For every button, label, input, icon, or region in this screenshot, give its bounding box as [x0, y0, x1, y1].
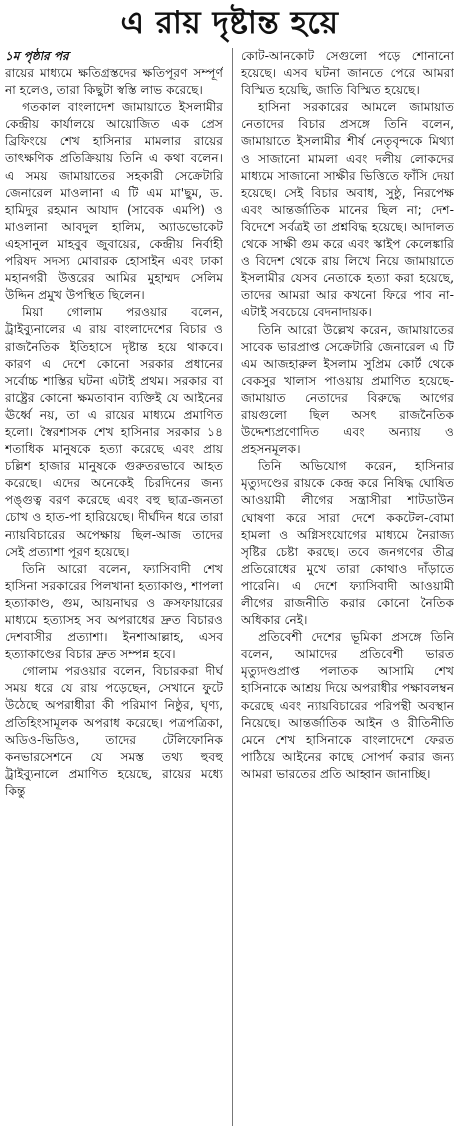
paragraph: তিনি অভিযোগ করেন, হাসিনার মৃত্যুদণ্ডের রায়কে কেন্দ্র করে নিষিদ্ধ ঘোষিত আওয়ামী লীগের সন্ত্রাসীরা শাটডাউন ঘোষণা করে সারা দেশে ককটেল-বোমা হামলা ও অগ্নিসংযোগের মাধ্যমে নৈরাজ্য সৃষ্টির চেষ্টা করছে। তবে জনগণের তীব্র প্রতিরোধের মুখে তারা কোথাও দাঁড়াতে পারেনি। এ দেশে ফ্যাসিবাদী আওয়ামী লীগের রাজনীতি করার কোনো নৈতিক অধিকার নেই।: [241, 459, 454, 628]
paragraph: তিনি আরো উল্লেখ করেন, জামায়াতের সাবেক ভারপ্রাপ্ত সেক্রেটারি জেনারেল এ টি এম আজহারুল ইসলাম সুপ্রিম কোর্ট থেকে বেকসুর খালাস পাওয়ায় প্রমাণিত হয়েছে-জামায়াত নেতাদের বিরুদ্ধে আগের রায়গুলো ছিল অসৎ রাজনৈতিক উদ্দেশ্যপ্রণোদিত এবং অন্যায় ও প্রহসনমূলক।: [241, 322, 454, 457]
paragraph: প্রতিবেশী দেশের ভূমিকা প্রসঙ্গে তিনি বলেন, আমাদের প্রতিবেশী ভারত মৃত্যুদণ্ডপ্রাপ্ত পলাতক আসামি শেখ হাসিনাকে আশ্রয় দিয়ে অপরাধীর পক্ষাবলম্বন করেছে এবং ন্যায়বিচারের পরিপন্থী অবস্থান নিয়েছে। আন্তর্জাতিক আইন ও রীতিনীতি মেনে শেখ হাসিনাকে বাংলাদেশে ফেরত পাঠিয়ে আইনের কাছে সোপর্দ করার জন্য আমরা ভারতের প্রতি আহ্বান জানাচ্ছি।: [241, 630, 454, 781]
paragraph: তিনি আরো বলেন, ফ্যাসিবাদী শেখ হাসিনা সরকারের পিলখানা হত্যাকাণ্ড, শাপলা হত্যাকাণ্ড, গুম, আয়নাঘর ও ক্রসফায়ারের মাধ্যমে হত্যাসহ সব অপরাধের দ্রুত বিচারও দেশবাসীর প্রত্যাশা। ইনশাআল্লাহ, এসব হত্যাকাণ্ডের বিচার দ্রুত সম্পন্ন হবে।: [5, 561, 223, 662]
paragraph: কোট-আনকোট সেগুলো পড়ে শোনানো হয়েছে। এসব ঘটনা জানতে পেরে আমরা বিস্মিত হয়েছি, জাতি বিস্মিত হয়েছে।: [241, 49, 454, 98]
paragraph: গোলাম পরওয়ার বলেন, বিচারকরা দীর্ঘ সময় ধরে যে রায় পড়েছেন, সেখানে ফুটে উঠেছে অপরাধীরা কী পরিমাণ নিষ্ঠুর, ঘৃণ্য, প্রতিহিংসামূলক অপরাধ করেছে। পত্রপত্রিকা, অডিও-ভিডিও, তাদের টেলিফোনিক কনভারসেশনে যে সমস্ত তথ্য হুবহু ট্রাইব্যুনালে প্রমাণিত হয়েছে, রায়ের মধ্যে কিন্তু: [5, 664, 223, 798]
paragraph: রায়ের মাধ্যমে ক্ষতিগ্রস্তদের ক্ষতিপূরণ সম্পূর্ণ না হলেও, তারা কিছুটা স্বস্তি লাভ করেছে।: [5, 66, 223, 98]
paragraph: মিয়া গোলাম পরওয়ার বলেন, ট্রাইব্যুনালের এ রায় বাংলাদেশের বিচার ও রাজনৈতিক ইতিহাসে দৃষ্টান্ত হয়ে থাকবে। কারণ এ দেশে কোনো সরকার প্রধানের সর্বোচ্চ শাস্তির ঘটনা এটাই প্রথম। সরকার বা রাষ্ট্রের কোনো ক্ষমতাবান ব্যক্তিই যে আইনের ঊর্ধ্বে নয়, তা এ রায়ের মাধ্যমে প্রমাণিত হলো। স্বৈরশাসক শেখ হাসিনার সরকার ১৪ শতাধিক মানুষকে হত্যা করেছে এবং প্রায় চল্লিশ হাজার মানুষকে গুরুতরভাবে আহত করেছে। এদের অনেকেই চিরদিনের জন্য পঙ্গুত্ব বরণ করেছে এবং বহু ছাত্র-জনতা চোখ ও হাত-পা হারিয়েছে। দীর্ঘদিন ধরে তারা ন্যায়বিচারের অপেক্ষায় ছিল-আজ তাদের সেই প্রত্যাশা পূরণ হয়েছে।: [5, 305, 223, 559]
paragraph: হাসিনা সরকারের আমলে জামায়াত নেতাদের বিচার প্রসঙ্গে তিনি বলেন, জামায়াতে ইসলামীর শীর্ষ নেতৃবৃন্দকে মিথ্যা ও সাজানো মামলা এবং দলীয় লোকদের মাধ্যমে সাজানো সাক্ষীর ভিত্তিতে ফাঁসি দেয়া হয়েছে। সেই বিচার অবাধ, সুষ্ঠু, নিরপেক্ষ এবং আন্তর্জাতিক মানের ছিল না; দেশ-বিদেশে সর্বত্রই তা প্রশ্নবিদ্ধ হয়েছে। আদালত থেকে সাক্ষী গুম করে এবং স্কাইপ কেলেঙ্কারি ও বিদেশ থেকে রায় লিখে নিয়ে জামায়াতে ইসলামীর যেসব নেতাকে হত্যা করা হয়েছে, তাদের আমরা আর কখনো ফিরে পাব না-এটাই সবচেয়ে বেদনাদায়ক।: [241, 100, 454, 320]
paragraph: গতকাল বাংলাদেশ জামায়াতে ইসলামীর কেন্দ্রীয় কার্যালয়ে আয়োজিত এক প্রেস ব্রিফিংয়ে শেখ হাসিনার মামলার রায়ের তাৎক্ষণিক প্রতিক্রিয়ায় তিনি এ কথা বলেন। এ সময় জামায়াতের সহকারী সেক্রেটারি জেনারেল মাওলানা এ টি এম মা'ছুম, ড. হামিদুর রহমান আযাদ (সাবেক এমপি) ও মাওলানা আবদুল হালিম, অ্যাডভোকেট এহসানুল মাহবুব জুবায়ের, কেন্দ্রীয় নির্বাহী পরিষদ সদস্য মোবারক হোসাইন এবং ঢাকা মহানগরী উত্তরের আমির মুহাম্মদ সেলিম উদ্দিন প্রমুখ উপস্থিত ছিলেন।: [5, 100, 223, 303]
continued-from-label: ১ম পৃষ্ঠার পর: [5, 49, 69, 63]
left-column: [5, 48, 223, 1128]
column-divider: [232, 48, 233, 1126]
right-column: [241, 48, 454, 1128]
headline: এ রায় দৃষ্টান্ত হয়ে: [120, 5, 339, 41]
